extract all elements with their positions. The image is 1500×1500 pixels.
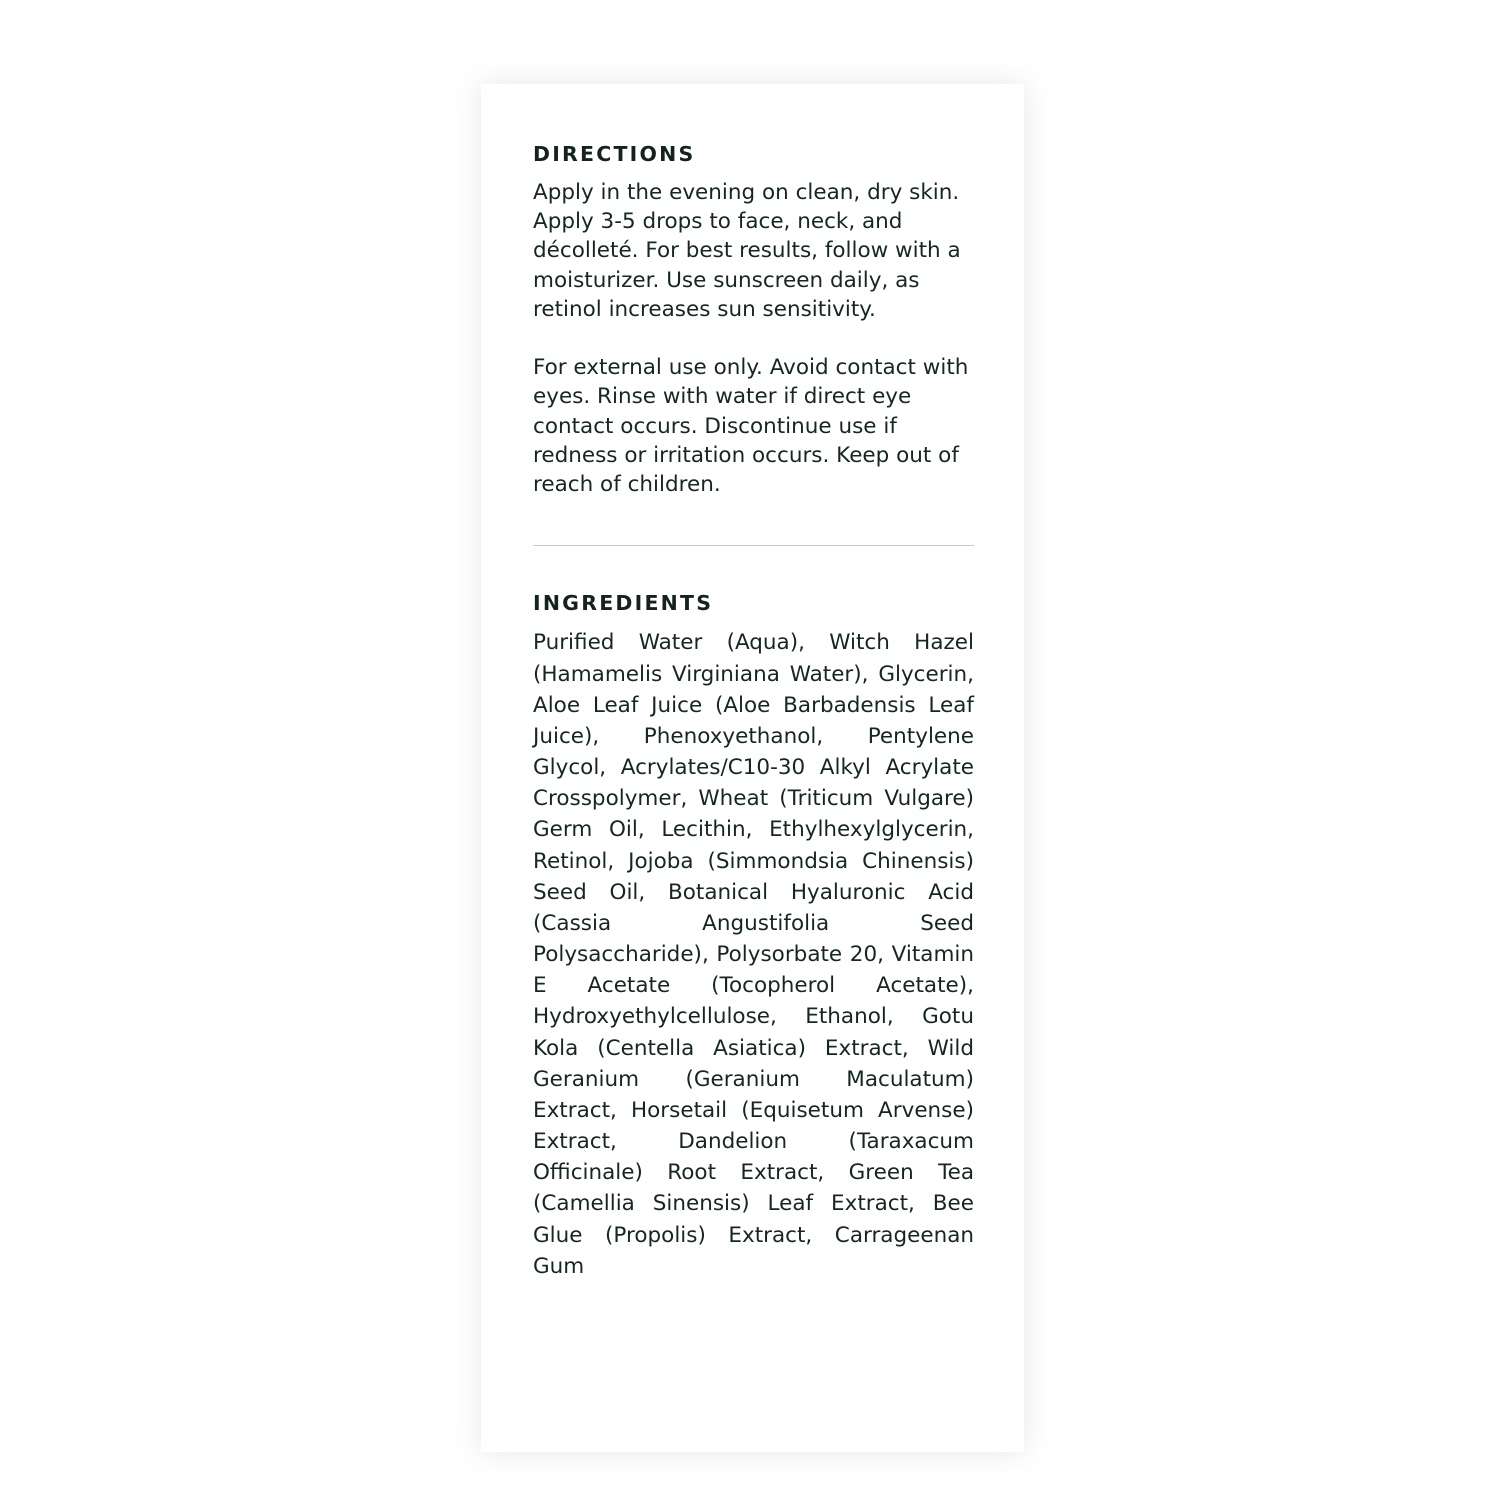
- ingredients-list: Purified Water (Aqua), Witch Hazel (Hamamelis Virginiana Water), Glycerin, Aloe Leaf Juice (Aloe Barbadensis Leaf Juice), Phenoxyethanol, Pentylene Glycol, Acrylates/C10-30 Alkyl Acrylate Crosspolymer, Wheat (Triticum Vulgare) Germ Oil, Lecithin, Ethylhexylglycerin, Retinol, Jojoba (Simmondsia Chinensis) Seed Oil, Botanical Hyaluronic Acid (Cassia Angustifolia Seed Polysaccharide), Polysorbate 20, Vitamin E Acetate (Tocopherol Acetate), Hydroxyethylcellulose, Ethanol, Gotu Kola (Centella Asiatica) Extract, Wild Geranium (Geranium Maculatum) Extract, Horsetail (Equisetum Arvense) Extract, Dandelion (Taraxacum Officinale) Root Extract, Green Tea (Camellia Sinensis) Leaf Extract, Bee Glue (Propolis) Extract, Carrageenan Gum: [533, 630, 974, 1279]
- directions-paragraph-usage: Apply in the evening on clean, dry skin. Apply 3-5 drops to face, neck, and décolleté. For best results, follow with a moisturizer. Use sunscreen daily, as retinol increases sun sensitivity.: [533, 180, 961, 322]
- directions-paragraph-warnings: For external use only. Avoid contact with eyes. Rinse with water if direct eye contact occurs. Discontinue use if redness or irritation occurs. Keep out of reach of children.: [533, 355, 969, 498]
- section-divider: [533, 545, 974, 546]
- label-panel: [481, 84, 1024, 1452]
- ingredients-heading: INGREDIENTS: [533, 591, 714, 616]
- label-content: [533, 142, 974, 1282]
- directions-heading: DIRECTIONS: [533, 142, 696, 166]
